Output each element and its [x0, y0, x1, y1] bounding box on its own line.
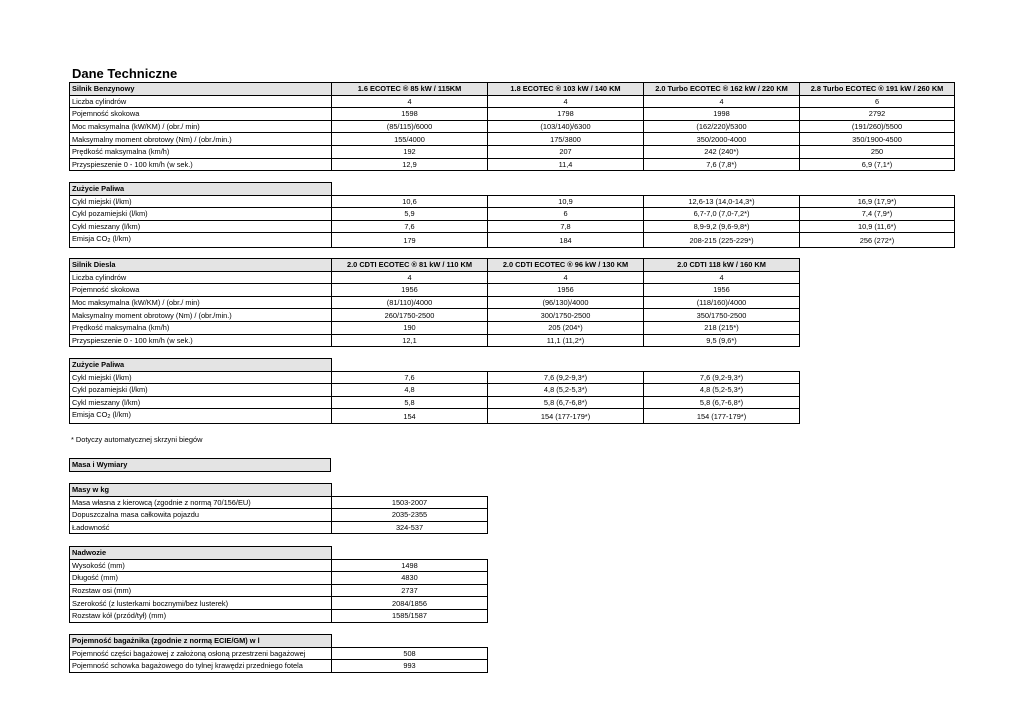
table-row — [70, 271, 800, 284]
table-cell: 7,6 — [332, 220, 488, 233]
table-cell: 1585/1587 — [332, 609, 488, 622]
table-header-cell: 2.0 CDTI ECOTEC ® 81 kW / 110 KM — [332, 259, 488, 272]
row-label: Liczba cylindrów — [70, 95, 332, 108]
diesel-fuel-header-row — [70, 359, 800, 372]
petrol-fuel-header-row — [70, 183, 955, 196]
table-row — [70, 509, 488, 522]
diesel-header-row — [70, 259, 800, 272]
row-label: Moc maksymalna (kW/KM) / (obr./ min) — [70, 296, 332, 309]
table-cell: (96/130)/4000 — [488, 296, 644, 309]
table-cell: 4830 — [332, 572, 488, 585]
table-row — [70, 220, 955, 233]
section-title: Masa i Wymiary — [70, 459, 331, 472]
table-cell: 4,8 (5,2-5,3*) — [644, 384, 800, 397]
row-label: Przyspieszenie 0 - 100 km/h (w sek.) — [70, 158, 332, 171]
row-label: Cykl miejski (l/km) — [70, 371, 332, 384]
table-cell: 184 — [488, 233, 644, 248]
body-header-row — [70, 547, 488, 560]
table-cell: 155/4000 — [332, 133, 488, 146]
table-cell: 10,6 — [332, 195, 488, 208]
table-cell: 192 — [332, 145, 488, 158]
table-cell: 7,8 — [488, 220, 644, 233]
table-cell: 10,9 — [488, 195, 644, 208]
table-cell: 7,6 (9,2-9,3*) — [644, 371, 800, 384]
table-cell: 1503-2007 — [332, 496, 488, 509]
table-header-cell: 2.0 CDTI ECOTEC ® 96 kW / 130 KM — [488, 259, 644, 272]
table-cell: 1956 — [488, 284, 644, 297]
table-row — [70, 120, 955, 133]
table-cell: 11,1 (11,2*) — [488, 334, 644, 347]
table-cell: 256 (272*) — [800, 233, 955, 248]
table-cell: 6 — [800, 95, 955, 108]
table-cell: 205 (204*) — [488, 321, 644, 334]
table-cell: 1998 — [644, 108, 800, 121]
table-row — [70, 521, 488, 534]
table-cell: 207 — [488, 145, 644, 158]
table-cell: 4 — [644, 95, 800, 108]
table-row — [70, 597, 488, 610]
table-row — [70, 108, 955, 121]
table-row — [70, 133, 955, 146]
table-cell: 4 — [332, 271, 488, 284]
table-row — [70, 95, 955, 108]
table-cell: 11,4 — [488, 158, 644, 171]
table-cell: 5,8 — [332, 396, 488, 409]
table-cell: 260/1750-2500 — [332, 309, 488, 322]
table-cell: 7,6 — [332, 371, 488, 384]
row-label: Rozstaw kół (przód/tył) (mm) — [70, 609, 332, 622]
table-row — [70, 584, 488, 597]
table-row — [70, 233, 955, 248]
petrol-fuel-table — [69, 182, 955, 248]
row-label: Ładowność — [70, 521, 332, 534]
row-label: Emisja $CO_2$ (l/km) — [70, 409, 332, 424]
table-row — [70, 496, 488, 509]
table-cell: 175/3800 — [488, 133, 644, 146]
mass-table — [69, 483, 488, 534]
table-cell: 179 — [332, 233, 488, 248]
empty-cell — [332, 635, 488, 648]
row-label: Przyspieszenie 0 - 100 km/h (w sek.) — [70, 334, 332, 347]
table-cell: 5,8 (6,7-6,8*) — [488, 396, 644, 409]
table-cell: (118/160)/4000 — [644, 296, 800, 309]
row-label: Prędkość maksymalna (km/h) — [70, 321, 332, 334]
section-header-row — [70, 459, 331, 472]
table-header-cell: 2.0 CDTI 118 kW / 160 KM — [644, 259, 800, 272]
table-cell: 508 — [332, 647, 488, 660]
body-table — [69, 546, 488, 623]
row-label: Masa własna z kierowcą (zgodnie z normą 70/156/EU) — [70, 496, 332, 509]
table-cell: 190 — [332, 321, 488, 334]
table-row — [70, 284, 800, 297]
page-title: Dane Techniczne — [72, 66, 178, 81]
table-cell: (81/110)/4000 — [332, 296, 488, 309]
table-cell: 324-537 — [332, 521, 488, 534]
table-cell: 1598 — [332, 108, 488, 121]
table-cell: 154 (177-179*) — [488, 409, 644, 424]
table-cell: 218 (215*) — [644, 321, 800, 334]
table-cell: 154 — [332, 409, 488, 424]
row-label: Cykl mieszany (l/km) — [70, 396, 332, 409]
table-cell: 242 (240*) — [644, 145, 800, 158]
table-row — [70, 409, 800, 424]
table-cell: 1498 — [332, 559, 488, 572]
table-cell: 6,7-7,0 (7,0-7,2*) — [644, 208, 800, 221]
table-cell: 7,6 (9,2-9,3*) — [488, 371, 644, 384]
table-cell: 350/2000-4000 — [644, 133, 800, 146]
table-cell: 4 — [488, 271, 644, 284]
empty-cell — [332, 484, 488, 497]
table-cell: 1956 — [332, 284, 488, 297]
row-label — [70, 233, 332, 248]
row-label: Moc maksymalna (kW/KM) / (obr./ min) — [70, 120, 332, 133]
table-cell: 1956 — [644, 284, 800, 297]
luggage-table — [69, 634, 488, 673]
table-row — [70, 321, 800, 334]
row-label: Długość (mm) — [70, 572, 332, 585]
row-label: Cykl pozamiejski (l/km) — [70, 208, 332, 221]
row-label: Cykl pozamiejski (l/km) — [70, 384, 332, 397]
table-row — [70, 208, 955, 221]
table-cell: 12,9 — [332, 158, 488, 171]
table-cell: (103/140)/6300 — [488, 120, 644, 133]
table-row — [70, 647, 488, 660]
table-cell: 300/1750-2500 — [488, 309, 644, 322]
table-cell: 12,6-13 (14,0-14,3*) — [644, 195, 800, 208]
table-cell: 5,9 — [332, 208, 488, 221]
table-cell: 4,8 — [332, 384, 488, 397]
table-row — [70, 334, 800, 347]
petrol-header-row — [70, 83, 955, 96]
row-label: Wysokość (mm) — [70, 559, 332, 572]
table-header-cell: Pojemność bagażnika (zgodnie z normą ECIE/GM) w l — [70, 635, 332, 648]
row-label: Cykl mieszany (l/km) — [70, 220, 332, 233]
table-header-cell: Nadwozie — [70, 547, 332, 560]
table-cell: 2035-2355 — [332, 509, 488, 522]
table-cell: 208-215 (225-229*) — [644, 233, 800, 248]
row-label: Pojemność części bagażowej z założoną osłoną przestrzeni bagażowej — [70, 647, 332, 660]
empty-cell — [332, 547, 488, 560]
table-cell: 7,4 (7,9*) — [800, 208, 955, 221]
row-label: Pojemność skokowa — [70, 284, 332, 297]
table-header-cell: 1.6 ECOTEC ® 85 kW / 115KM — [332, 83, 488, 96]
table-row — [70, 396, 800, 409]
table-cell: 6,9 (7,1*) — [800, 158, 955, 171]
row-label: Cykl miejski (l/km) — [70, 195, 332, 208]
table-row — [70, 195, 955, 208]
table-row — [70, 660, 488, 673]
row-label: Pojemność skokowa — [70, 108, 332, 121]
table-cell: (162/220)/5300 — [644, 120, 800, 133]
footnote: * Dotyczy automatycznej skrzyni biegów — [71, 435, 203, 444]
row-label: Prędkość maksymalna (km/h) — [70, 145, 332, 158]
table-cell: 6 — [488, 208, 644, 221]
row-label: Maksymalny moment obrotowy (Nm) / (obr./min.) — [70, 133, 332, 146]
table-row — [70, 572, 488, 585]
table-header-cell: Silnik Benzynowy — [70, 83, 332, 96]
table-header-cell: Zużycie Paliwa — [70, 359, 332, 372]
table-row — [70, 309, 800, 322]
table-cell: 4 — [488, 95, 644, 108]
table-cell: 5,8 (6,7-6,8*) — [644, 396, 800, 409]
table-cell: 8,9-9,2 (9,6-9,8*) — [644, 220, 800, 233]
table-row — [70, 145, 955, 158]
table-cell: 993 — [332, 660, 488, 673]
table-cell: 4 — [644, 271, 800, 284]
row-label: Szerokość (z lusterkami bocznymi/bez lusterek) — [70, 597, 332, 610]
table-header-cell: Silnik Diesla — [70, 259, 332, 272]
table-header-cell: 2.8 Turbo ECOTEC ® 191 kW / 260 KM — [800, 83, 955, 96]
row-label: Rozstaw osi (mm) — [70, 584, 332, 597]
table-cell: 16,9 (17,9*) — [800, 195, 955, 208]
table-cell: 2084/1856 — [332, 597, 488, 610]
table-row — [70, 559, 488, 572]
table-row — [70, 609, 488, 622]
table-header-cell: Masy w kg — [70, 484, 332, 497]
table-cell: 2737 — [332, 584, 488, 597]
empty-cell — [332, 183, 955, 196]
table-header-cell: 2.0 Turbo ECOTEC ® 162 kW / 220 KM — [644, 83, 800, 96]
table-row — [70, 296, 800, 309]
mass-dimensions-title-table — [69, 458, 331, 472]
table-cell: 350/1900-4500 — [800, 133, 955, 146]
table-cell: 4,8 (5,2-5,3*) — [488, 384, 644, 397]
table-cell: 9,5 (9,6*) — [644, 334, 800, 347]
row-label: Maksymalny moment obrotowy (Nm) / (obr./min.) — [70, 309, 332, 322]
table-row — [70, 371, 800, 384]
diesel-engine-table — [69, 258, 800, 347]
table-cell: 12,1 — [332, 334, 488, 347]
table-cell: 4 — [332, 95, 488, 108]
table-cell: 350/1750-2500 — [644, 309, 800, 322]
petrol-engine-table — [69, 82, 955, 171]
luggage-header-row — [70, 635, 488, 648]
co2-label: Emisja $CO_2$ (l/km) — [72, 234, 131, 245]
table-cell: 10,9 (11,6*) — [800, 220, 955, 233]
table-header-cell: Zużycie Paliwa — [70, 183, 332, 196]
table-cell: (191/260)/5500 — [800, 120, 955, 133]
diesel-fuel-table — [69, 358, 800, 424]
table-cell: 154 (177-179*) — [644, 409, 800, 424]
mass-header-row — [70, 484, 488, 497]
table-row — [70, 384, 800, 397]
row-label: Pojemność schowka bagażowego do tylnej krawędzi przedniego fotela — [70, 660, 332, 673]
table-cell: 250 — [800, 145, 955, 158]
table-cell: 1798 — [488, 108, 644, 121]
row-label: Liczba cylindrów — [70, 271, 332, 284]
table-cell: (85/115)/6000 — [332, 120, 488, 133]
empty-cell — [332, 359, 800, 372]
table-cell: 7,6 (7,8*) — [644, 158, 800, 171]
row-label: Dopuszczalna masa całkowita pojazdu — [70, 509, 332, 522]
table-cell: 2792 — [800, 108, 955, 121]
table-row — [70, 158, 955, 171]
table-header-cell: 1.8 ECOTEC ® 103 kW / 140 KM — [488, 83, 644, 96]
